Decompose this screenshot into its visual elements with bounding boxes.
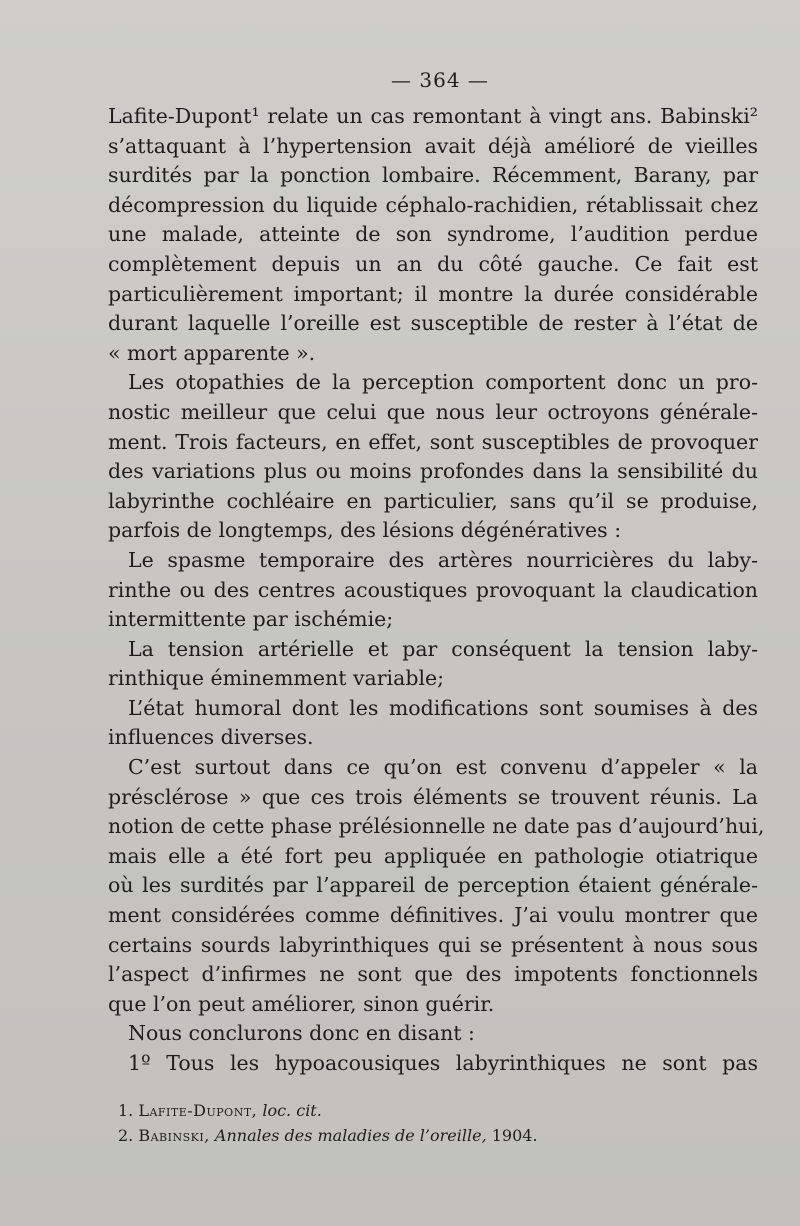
text-line: L’état humoral dont les modifications sont soumises à des [128,695,758,720]
text-line: décompression du liquide céphalo-rachidien, rétablissait chez [108,192,758,217]
text-line: présclérose » que ces trois éléments se trouvent réunis. La [108,784,758,809]
text-line: des variations plus ou moins profondes dans la sensibilité du [108,459,758,484]
text-line: nostic meilleur que celui que nous leur octroyons générale- [108,399,758,424]
text-line: influences diverses. [108,725,314,750]
text-line: intermittente par ischémie; [108,607,394,632]
footnote-number: 2. [118,1126,134,1145]
text-line: ment. Trois facteurs, en effet, sont susceptibles de provoquer [108,429,758,454]
text-line: particulièrement important; il montre la durée considérable [108,281,758,306]
text-line: durant laquelle l’oreille est susceptible de rester à l’état de [108,311,758,336]
text-line: ment considérées comme définitives. J’ai voulu montrer que [108,903,758,928]
text-line: surdités par la ponction lombaire. Récemment, Barany, par [108,163,758,188]
text-line: notion de cette phase prélésionnelle ne date pas d’aujourd’hui, [108,814,765,839]
text-line: C’est surtout dans ce qu’on est convenu d’appeler « la [128,755,758,780]
text-line: rinthe ou des centres acoustiques provoquant la claudication [108,577,758,602]
text-line: Lafite-Dupont¹ relate un cas remontant à vingt ans. Babinski² [108,104,758,128]
text-line: que l’on peut améliorer, sinon guérir. [108,991,495,1016]
text-line: certains sourds labyrinthiques qui se présentent à nous sous [108,932,758,957]
text-line: mais elle a été fort peu appliquée en pathologie otiatrique [108,843,758,868]
footnote-2 [118,1123,678,1148]
text-line: rinthique éminemment variable; [108,666,445,691]
text-line: l’aspect d’infirmes ne sont que des impotents fonctionnels [108,962,758,987]
footnote-number: 1. [118,1101,134,1120]
text-line: parfois de longtemps, des lésions dégénératives : [108,518,622,543]
text-line: Les otopathies de la perception comportent donc un pro- [128,370,758,395]
footnote-title: Annales des maladies de l’oreille, [214,1126,487,1145]
text-line: « mort apparente ». [108,340,316,365]
footnote-year: 1904. [491,1126,538,1145]
footnote-author: Babinski, [138,1126,210,1145]
footnote-title: loc. cit. [262,1101,322,1120]
footnote-1 [118,1098,678,1123]
text-line: s’attaquant à l’hypertension avait déjà amélioré de vieilles [108,133,758,158]
text-line: labyrinthe cochléaire en particulier, sans qu’il se produise, [108,488,758,513]
text-line: Le spasme temporaire des artères nourricières du laby- [128,547,758,572]
text-line: Nous conclurons donc en disant : [128,1021,475,1046]
text-line: La tension artérielle et par conséquent la tension laby- [128,636,758,661]
body-text [108,102,765,1079]
footnote-author: Lafite-Dupont, [138,1101,258,1120]
text-line: complètement depuis un an du côté gauche. Ce fait est [108,251,758,276]
text-line: une malade, atteinte de son syndrome, l’audition perdue [108,222,758,247]
text-line: où les surdités par l’appareil de perception étaient générale- [108,873,758,898]
text-line: 1º Tous les hypoacousiques labyrinthiques ne sont pas [128,1051,758,1075]
footnotes [118,1098,678,1148]
page-number: — 364 — [391,68,489,92]
